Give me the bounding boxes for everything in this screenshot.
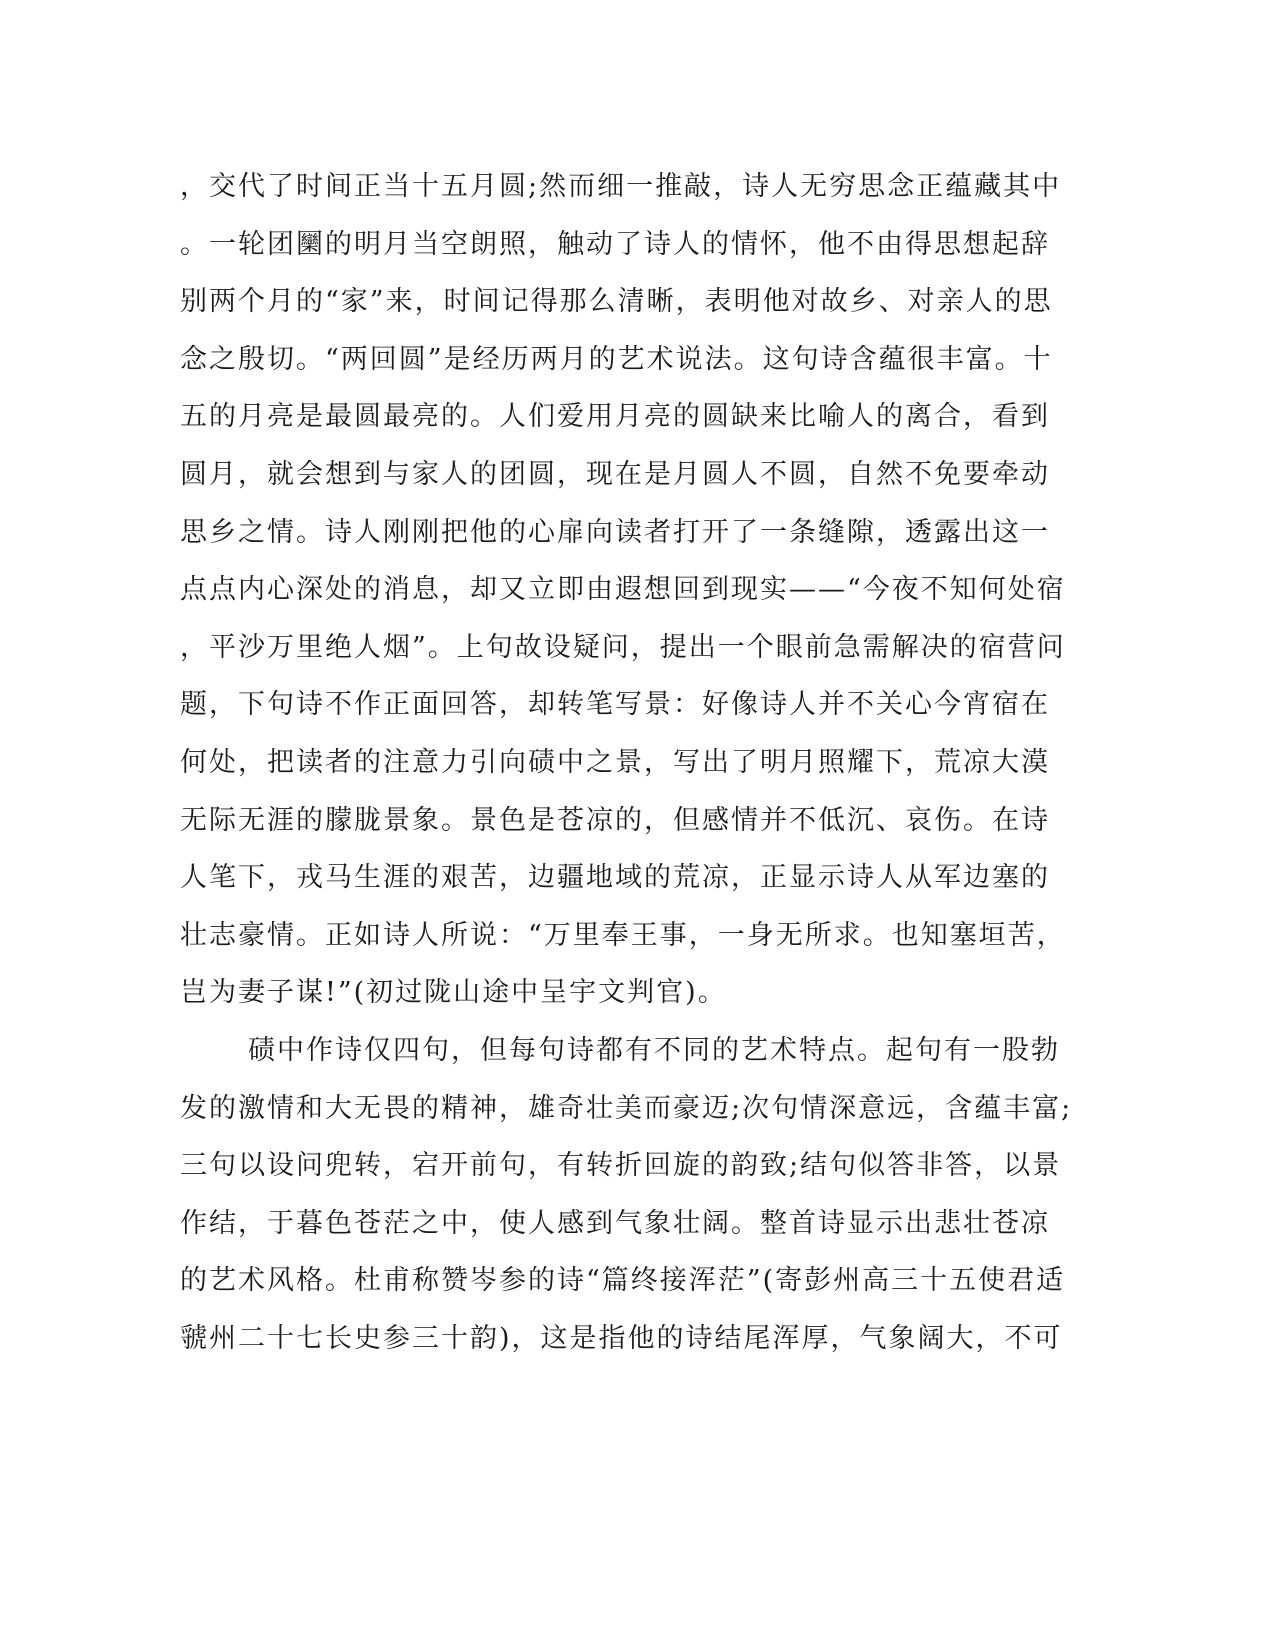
text-line: 发的激情和大无畏的精神，雄奇壮美而豪迈;次句情深意远，含蕴丰富; (180, 1092, 1073, 1124)
paragraph-1 (180, 158, 1066, 1022)
text-line: 点点内心深处的消息，却又立即由遐想回到现实——“今夜不知何处宿 (180, 574, 1066, 606)
text-line: 题，下句诗不作正面回答，却转笔写景：好像诗人并不关心今宵宿在 (180, 689, 1050, 721)
text-line: 壮志豪情。正如诗人所说：“万里奉王事，一身无所求。也知塞垣苦， (180, 919, 1066, 951)
text-line: 岂为妻子谋!”(初过陇山途中呈宇文判官)。 (180, 977, 727, 1009)
text-line: ，交代了时间正当十五月圆;然而细一推敲，诗人无穷思念正蕴藏其中 (180, 171, 1062, 202)
text-line: 无际无涯的朦胧景象。景色是苍凉的，但感情并不低沉、哀伤。在诗 (180, 804, 1050, 836)
text-line: 思乡之情。诗人刚刚把他的心扉向读者打开了一条缝隙，透露出这一 (180, 516, 1050, 548)
text-line: 人笔下，戎马生涯的艰苦，边疆地域的荒凉，正显示诗人从军边塞的 (180, 862, 1050, 894)
text-line: 的艺术风格。杜甫称赞岑参的诗“篇终接浑茫”(寄彭州高三十五使君适 (180, 1265, 1066, 1297)
text-line: 三句以设问兜转，宕开前句，有转折回旋的韵致;结句似答非答，以景 (180, 1150, 1062, 1182)
text-line: ，平沙万里绝人烟”。上句故设疑问，提出一个眼前急需解决的宿营问 (180, 631, 1066, 663)
text-line: 圆月，就会想到与家人的团圆，现在是月圆人不圆，自然不免要牵动 (180, 458, 1050, 490)
text-line: 作结，于暮色苍茫之中，使人感到气象壮阔。整首诗显示出悲壮苍凉 (180, 1207, 1050, 1239)
text-line: 五的月亮是最圆最亮的。人们爱用月亮的圆缺来比喻人的离合，看到 (180, 401, 1050, 433)
text-line-indented: 碛中作诗仅四句，但每句诗都有不同的艺术特点。起句有一股勃 (248, 1034, 1060, 1066)
text-line: 。一轮团圞的明月当空朗照，触动了诗人的情怀，他不由得思想起辞 (180, 228, 1050, 260)
text-line: 何处，把读者的注意力引向碛中之景，写出了明月照耀下，荒凉大漠 (180, 746, 1050, 778)
text-line: 念之殷切。“两回圆”是经历两月的艺术说法。这句诗含蕴很丰富。十 (180, 343, 1053, 375)
paragraph-2 (180, 1022, 1073, 1368)
text-line: 别两个月的“家”来，时间记得那么清晰，表明他对故乡、对亲人的思 (180, 286, 1053, 318)
document-body (180, 158, 1073, 1367)
text-line: 虢州二十七长史参三十韵)，这是指他的诗结尾浑厚，气象阔大，不可 (180, 1322, 1063, 1354)
